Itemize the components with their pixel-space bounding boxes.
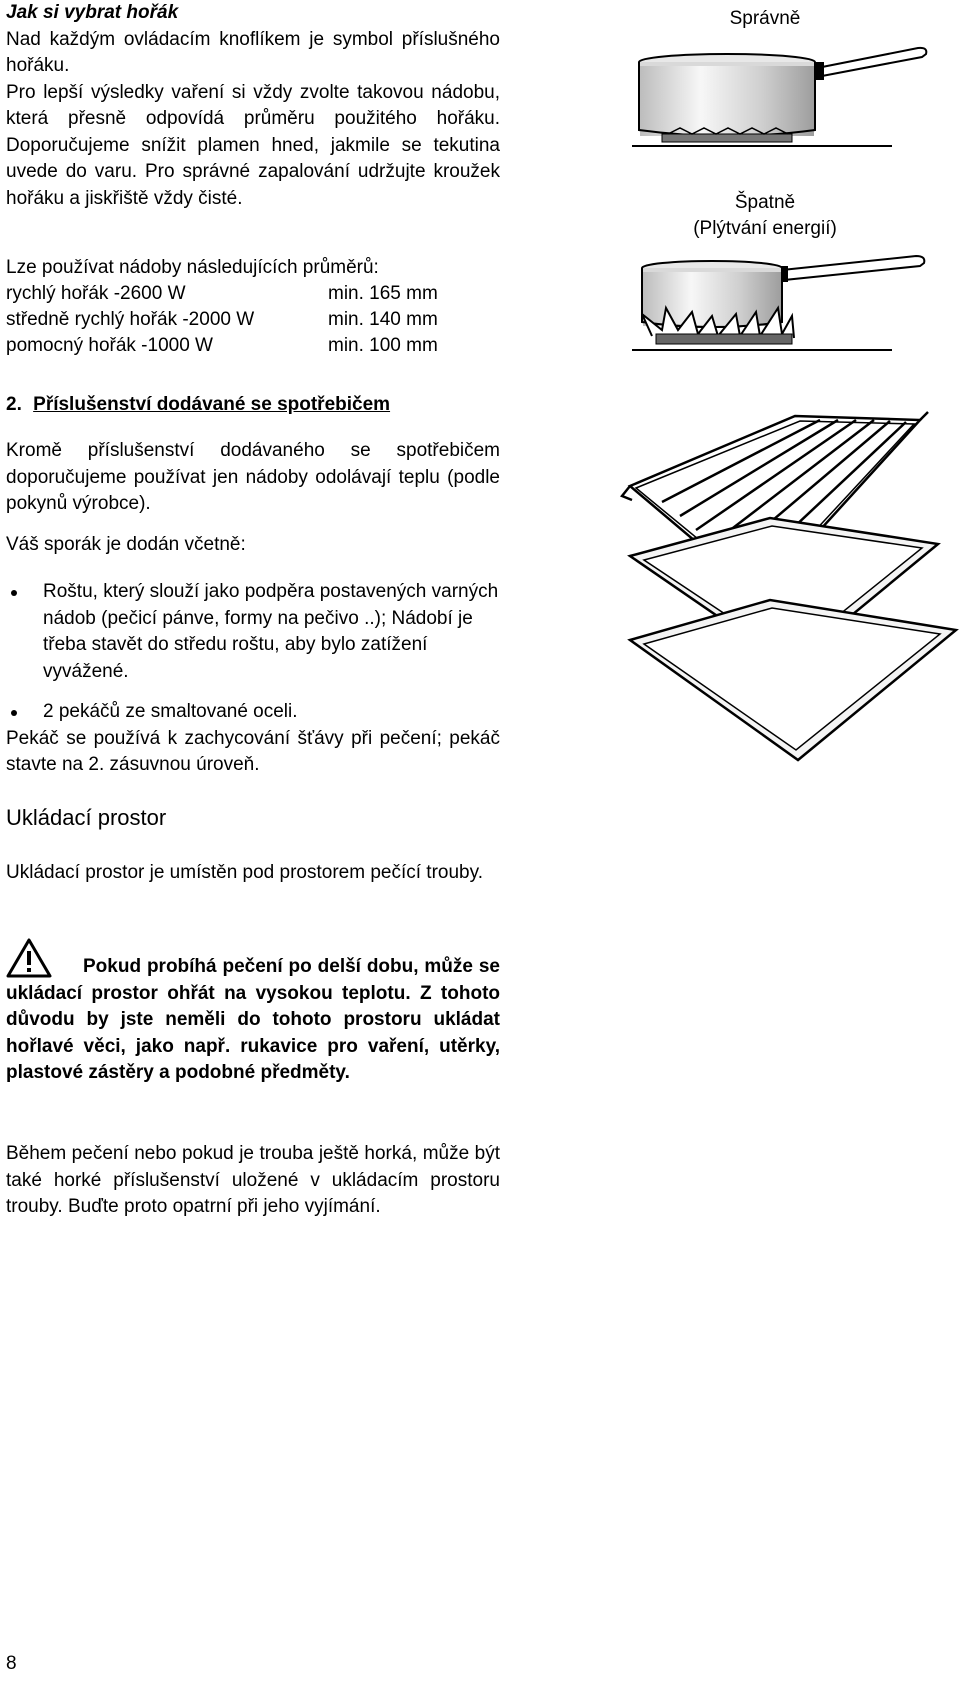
wrong-label-line: (Plýtvání energií) xyxy=(693,218,837,239)
included-list xyxy=(6,579,500,726)
burner-min: min. 100 mm xyxy=(328,335,438,356)
section-number: 2. xyxy=(6,394,22,415)
correct-pot-illustration xyxy=(632,38,932,158)
accessories-intro: Kromě příslušenství dodávaného se spotřebičem doporučujeme používat jen nádoby odolávají teplu (podle pokynů výrobce). xyxy=(6,440,500,514)
warning-text: Pokud probíhá pečení po delší dobu, může se ukládací prostor ohřát na vysokou teplotu. Z tohoto důvodu by jste neměli do tohoto prostoru ukládat hořlavé věci, jako např. rukavice pro vaření, utěrky, plastové zástěry a podobné předměty. xyxy=(6,956,500,1083)
diameters-intro: Lze používat nádoby následujících průměrů: xyxy=(6,257,379,278)
burner-row xyxy=(6,307,500,333)
accessories-title: Příslušenství dodávané se spotřebičem xyxy=(33,394,391,415)
wrong-label xyxy=(670,190,860,242)
storage-note: Během pečení nebo pokud je trouba ještě horká, může být také horké příslušenství uložené v ukládacím prostoru trouby. Buďte proto opatrní při jeho vyjímání. xyxy=(6,1143,500,1217)
included-intro: Váš sporák je dodán včetně: xyxy=(6,533,246,555)
burner-section xyxy=(6,0,500,212)
storage-text: Ukládací prostor je umístěn pod prostorem pečící trouby. xyxy=(6,862,483,883)
correct-label: Správně xyxy=(729,8,801,29)
burner-section-title: Jak si vybrat hořák xyxy=(6,2,179,23)
burner-row xyxy=(6,281,500,307)
baking-tray xyxy=(630,600,956,760)
accessories-body xyxy=(6,438,500,779)
burner-min: min. 140 mm xyxy=(328,309,438,330)
burner-name: rychlý hořák -2600 W xyxy=(6,283,186,304)
list-item: 2 pekáčů ze smaltované oceli. xyxy=(6,699,500,726)
wrong-pot-illustration xyxy=(632,250,932,365)
accessories-heading xyxy=(6,394,566,416)
burner-row xyxy=(6,333,500,359)
rack-and-trays-illustration xyxy=(620,408,960,764)
burner-name: středně rychlý hořák -2000 W xyxy=(6,309,255,330)
diameter-list xyxy=(6,255,500,359)
wrong-label-line: Špatně xyxy=(734,192,796,213)
burner-intro: Nad každým ovládacím knoflíkem je symbol příslušného hořáku. xyxy=(6,28,500,76)
storage-title: Ukládací prostor xyxy=(6,805,167,830)
burner-min: min. 165 mm xyxy=(328,283,438,304)
tray-note: Pekáč se používá k zachycování šťávy při pečení; pekáč stavte na 2. zásuvnou úroveň. xyxy=(6,727,500,775)
burner-name: pomocný hořák -1000 W xyxy=(6,335,213,356)
page-number: 8 xyxy=(6,1653,17,1674)
list-item: Roštu, který slouží jako podpěra postavených varných nádob (pečicí pánve, formy na pečivo ..); Nádobí je třeba stavět do středu roštu, aby bylo zatížení vyvážené. xyxy=(6,579,500,685)
burner-advice: Pro lepší výsledky vaření si vždy zvolte takovou nádobu, která přesně odpovídá průměru použitého hořáku. Doporučujeme snížit plamen hned, jakmile se tekutina uvede do varu. Pro správné zapalování udržujte kroužek hořáku a jiskřiště vždy čisté. xyxy=(6,81,500,209)
